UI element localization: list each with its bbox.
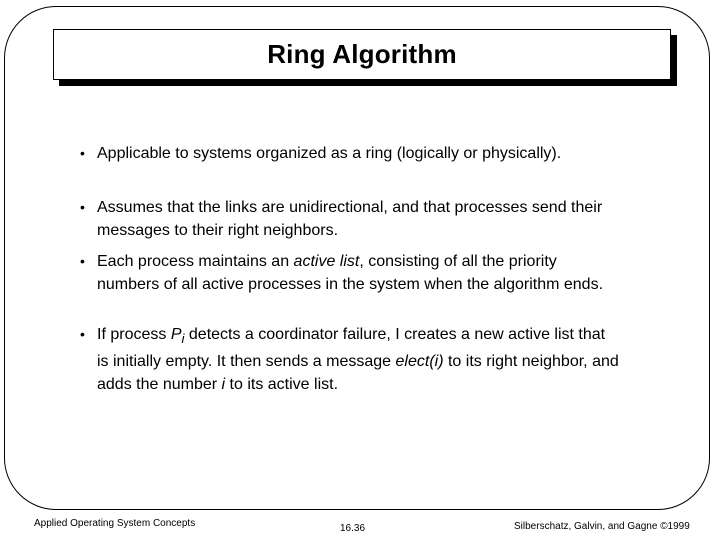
elect-message: elect(i): [395, 353, 444, 371]
footer-right: Silberschatz, Galvin, and Gagne ©1999: [514, 521, 690, 532]
footer-left: Applied Operating System Concepts: [34, 518, 196, 529]
bullet-text: , consisting of all the priority numbers of all active processes in the system when the algorithm ends.: [97, 253, 604, 293]
bullet-item: [80, 250, 620, 296]
bullet-dot-icon: •: [80, 326, 85, 342]
bullet-item: [80, 323, 620, 396]
bullet-text: to its active list.: [225, 376, 339, 394]
bullet-text: detects a coordinator failure, I creates a new active list that is initially empty. It then sends a message: [97, 326, 606, 371]
bullet-text: Assumes that the links are unidirectional, and that processes send their messages to their right neighbors.: [97, 199, 603, 239]
bullet-text: Applicable to systems organized as a ring (logically or physically).: [97, 145, 562, 162]
title-box: [53, 29, 671, 80]
bullet-dot-icon: •: [80, 199, 85, 215]
process-subscript: i: [181, 331, 185, 347]
slide-title: Ring Algorithm: [267, 39, 457, 69]
process-symbol: P: [170, 326, 182, 343]
bullet-item: [80, 196, 620, 242]
number-i: i: [221, 376, 226, 394]
bullet-text: to its right neighbor, and adds the number: [97, 353, 619, 394]
bullet-item: [80, 142, 561, 165]
bullet-dot-icon: •: [80, 253, 85, 269]
bullet-text: Each process maintains an: [97, 253, 294, 270]
active-list-term: active list: [293, 253, 360, 270]
bullet-dot-icon: •: [80, 145, 85, 161]
footer-page-number: 16.36: [340, 523, 366, 534]
bullet-text: If process: [97, 326, 171, 343]
